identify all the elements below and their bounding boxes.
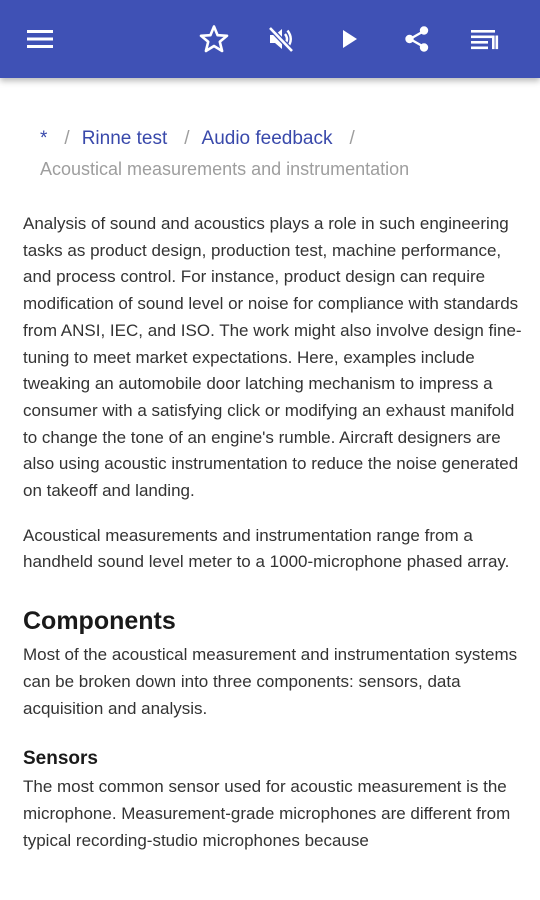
breadcrumb [40,124,510,184]
breadcrumb-separator: / [64,128,70,149]
playlist-button[interactable] [462,17,506,61]
breadcrumb-separator: / [349,128,355,149]
section-heading-components: Components [23,607,176,636]
play-button[interactable] [327,17,371,61]
mute-button[interactable] [259,17,303,61]
breadcrumb-link-rinne-test[interactable]: Rinne test [81,128,168,149]
breadcrumb-link-audio-feedback[interactable]: Audio feedback [201,128,333,149]
breadcrumb-home-link[interactable]: * [40,128,48,149]
star-icon [199,24,229,54]
playlist-icon [469,26,499,52]
share-button[interactable] [395,17,439,61]
article-body [23,211,523,854]
content-area[interactable] [0,78,540,900]
breadcrumb-separator: / [184,128,190,149]
app-toolbar [0,0,540,78]
article-paragraph: Acoustical measurements and instrumentation range from a handheld sound level meter to a 1000-microphone phased array. [23,525,510,572]
menu-icon [26,28,54,50]
section-heading-sensors: Sensors [23,748,98,770]
play-icon [337,27,361,51]
article-paragraph: Analysis of sound and acoustics plays a role in such engineering tasks as product design, production test, machine performance, and process control. For instance, product design can require modification of sound level or noise for compliance with standards from ANSI, IEC, and ISO. The work might also involve design fine-tuning to meet market expectations. Here, examples include tweaking an automobile door latching mechanism to impress a consumer with a satisfying click or modifying an exhaust manifold to change the tone of an engine's rumble. Aircraft designers are also using acoustic instrumentation to reduce the noise generated on takeoff and landing. [23,214,522,501]
components-paragraph: Most of the acoustical measurement and instrumentation systems can be broken down into three components: sensors, data acquisition and analysis. [23,645,518,718]
sensors-paragraph: The most common sensor used for acoustic measurement is the microphone. Measurement-grade microphones are different from typical recording-studio microphones because [23,777,511,850]
menu-button[interactable] [18,17,62,61]
mute-icon [266,24,296,54]
favorite-button[interactable] [192,17,236,61]
share-icon [402,24,432,54]
breadcrumb-current-page: Acoustical measurements and instrumentation [40,159,410,179]
